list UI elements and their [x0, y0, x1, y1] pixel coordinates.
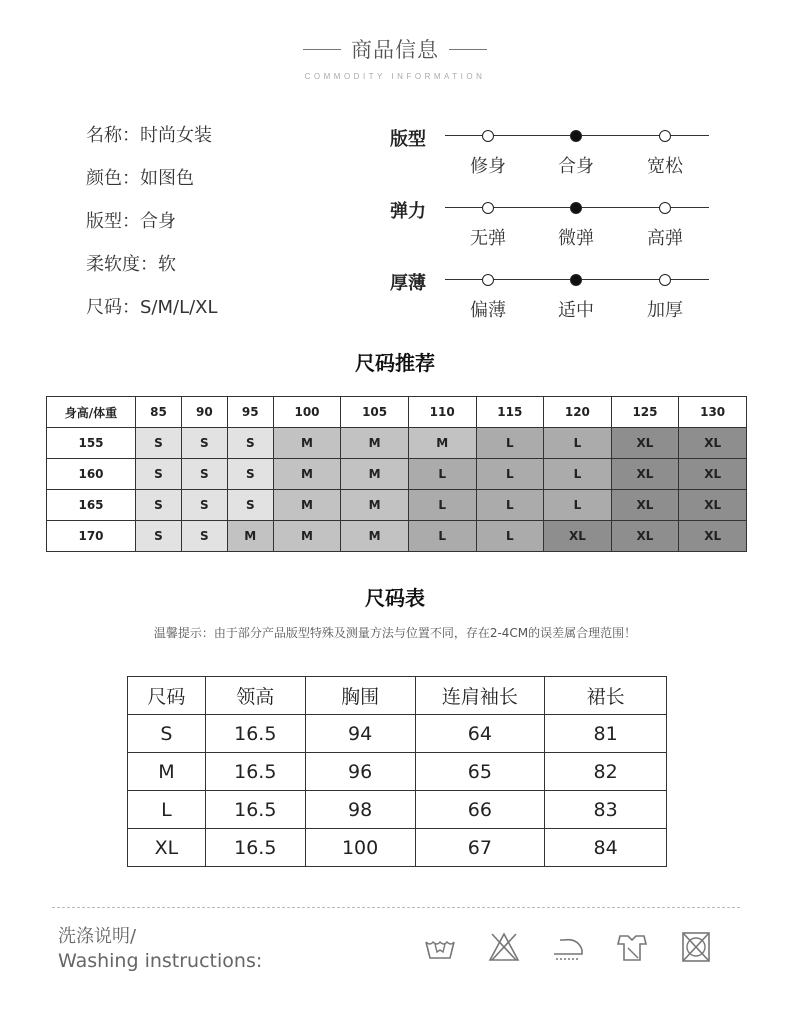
- table-cell: M: [341, 428, 409, 459]
- table-header-cell: 胸围: [305, 677, 415, 715]
- table-row: [128, 753, 667, 791]
- info-sizes: 尺码：S/M/L/XL: [86, 297, 218, 318]
- table-row: [128, 829, 667, 867]
- scale-0: [390, 122, 720, 194]
- table-cell: 170: [47, 521, 136, 552]
- table-row: [47, 459, 747, 490]
- washing-title-cn: 洗涤说明/: [58, 926, 137, 947]
- table-cell: 98: [305, 791, 415, 829]
- scale-label: 厚薄: [390, 273, 426, 294]
- scale-option: 宽松: [647, 156, 683, 177]
- table-header-cell: 130: [679, 397, 747, 428]
- table-cell: 155: [47, 428, 136, 459]
- table-cell: M: [273, 428, 341, 459]
- scale-option: 偏薄: [470, 300, 506, 321]
- table-cell: 83: [545, 791, 667, 829]
- table-cell: M: [273, 521, 341, 552]
- table-cell: 16.5: [205, 753, 305, 791]
- table-cell: M: [128, 753, 206, 791]
- table-cell: 16.5: [205, 829, 305, 867]
- table-cell: S: [128, 715, 206, 753]
- scale-option: 适中: [558, 300, 594, 321]
- scale-option: 合身: [558, 156, 594, 177]
- table-cell: XL: [611, 521, 679, 552]
- table-cell: L: [544, 428, 612, 459]
- table-header-cell: 125: [611, 397, 679, 428]
- info-softness: 柔软度：软: [86, 254, 176, 275]
- table-header-cell: 105: [341, 397, 409, 428]
- table-cell: 165: [47, 490, 136, 521]
- table-cell: 84: [545, 829, 667, 867]
- scale-dot-selected: [570, 274, 582, 286]
- table-cell: XL: [679, 459, 747, 490]
- wash-icons: [420, 930, 716, 964]
- washing-title: [58, 922, 262, 972]
- table-header-cell: 领高: [205, 677, 305, 715]
- no-bleach-icon: [484, 930, 524, 964]
- table-header-cell: 85: [136, 397, 182, 428]
- table-row: [128, 715, 667, 753]
- scale-dot: [482, 202, 494, 214]
- table-cell: S: [136, 459, 182, 490]
- table-cell: L: [408, 459, 476, 490]
- table-cell: 66: [415, 791, 545, 829]
- table-header-cell: 连肩袖长: [415, 677, 545, 715]
- attribute-scales: [390, 122, 720, 338]
- table-cell: 64: [415, 715, 545, 753]
- table-cell: M: [408, 428, 476, 459]
- table-cell: 94: [305, 715, 415, 753]
- size-recommend-table: [46, 396, 747, 552]
- table-cell: 16.5: [205, 791, 305, 829]
- scale-dot: [659, 274, 671, 286]
- table-cell: M: [341, 521, 409, 552]
- table-cell: 67: [415, 829, 545, 867]
- scale-label: 弹力: [390, 201, 426, 222]
- no-tumble-dry-icon: [676, 930, 716, 964]
- table-cell: S: [181, 459, 227, 490]
- table-cell: L: [408, 521, 476, 552]
- table-cell: 16.5: [205, 715, 305, 753]
- table-header-cell: 115: [476, 397, 544, 428]
- scale-dot-selected: [570, 202, 582, 214]
- table-cell: XL: [611, 490, 679, 521]
- table-cell: S: [136, 428, 182, 459]
- table-cell: L: [128, 791, 206, 829]
- section-header: [0, 34, 790, 81]
- table-header-cell: 110: [408, 397, 476, 428]
- size-tip: 温馨提示：由于部分产品版型特殊及测量方法与位置不同，存在2-4CM的误差属合理范围！: [153, 626, 637, 640]
- table-header-cell: 裙长: [545, 677, 667, 715]
- info-name: 名称：时尚女装: [86, 125, 212, 146]
- info-fit: 版型：合身: [86, 211, 176, 232]
- table-cell: 160: [47, 459, 136, 490]
- wash-divider: [52, 907, 740, 908]
- table-header-cell: 身高/体重: [47, 397, 136, 428]
- scale-dot: [482, 130, 494, 142]
- scale-2: [390, 266, 720, 338]
- info-color: 颜色：如图色: [86, 168, 194, 189]
- table-cell: L: [476, 459, 544, 490]
- table-cell: XL: [611, 428, 679, 459]
- table-header-cell: 90: [181, 397, 227, 428]
- table-cell: 96: [305, 753, 415, 791]
- table-cell: XL: [679, 490, 747, 521]
- scale-option: 高弹: [647, 228, 683, 249]
- size-table-title: 尺码表: [365, 586, 425, 610]
- table-cell: 100: [305, 829, 415, 867]
- table-row: [47, 490, 747, 521]
- table-row: [47, 428, 747, 459]
- table-cell: 81: [545, 715, 667, 753]
- table-cell: S: [136, 490, 182, 521]
- table-cell: S: [181, 428, 227, 459]
- table-cell: XL: [679, 428, 747, 459]
- table-cell: XL: [611, 459, 679, 490]
- scale-option: 微弹: [558, 228, 594, 249]
- header-subtitle: COMMODITY INFORMATION: [304, 72, 486, 81]
- table-cell: 65: [415, 753, 545, 791]
- table-header-cell: 100: [273, 397, 341, 428]
- scale-option: 加厚: [647, 300, 683, 321]
- table-row: [47, 521, 747, 552]
- table-row: [128, 791, 667, 829]
- table-header-cell: 尺码: [128, 677, 206, 715]
- scale-dot: [659, 130, 671, 142]
- table-cell: M: [273, 459, 341, 490]
- recommend-title: 尺码推荐: [355, 351, 435, 375]
- hang-dry-icon: [612, 930, 652, 964]
- scale-label: 版型: [390, 129, 426, 150]
- product-info-list: [86, 122, 218, 337]
- scale-option: 无弹: [470, 228, 506, 249]
- table-cell: S: [227, 428, 273, 459]
- header-title: 商品信息: [351, 38, 439, 62]
- table-cell: M: [341, 459, 409, 490]
- table-cell: XL: [128, 829, 206, 867]
- washing-title-en: Washing instructions:: [58, 950, 263, 972]
- table-cell: XL: [544, 521, 612, 552]
- table-cell: S: [181, 490, 227, 521]
- table-cell: 82: [545, 753, 667, 791]
- scale-dot: [659, 202, 671, 214]
- header-line-left: [303, 49, 341, 50]
- table-cell: L: [476, 521, 544, 552]
- scale-dot-selected: [570, 130, 582, 142]
- table-cell: XL: [679, 521, 747, 552]
- table-cell: L: [476, 428, 544, 459]
- hand-wash-icon: [420, 930, 460, 964]
- low-iron-icon: [548, 930, 588, 964]
- table-cell: L: [476, 490, 544, 521]
- table-cell: L: [544, 490, 612, 521]
- table-header-cell: 120: [544, 397, 612, 428]
- table-cell: S: [181, 521, 227, 552]
- table-header-cell: 95: [227, 397, 273, 428]
- table-cell: M: [273, 490, 341, 521]
- scale-dot: [482, 274, 494, 286]
- header-title-wrap: [303, 34, 487, 64]
- scale-1: [390, 194, 720, 266]
- header-line-right: [449, 49, 487, 50]
- table-cell: L: [544, 459, 612, 490]
- table-cell: S: [227, 459, 273, 490]
- table-cell: S: [227, 490, 273, 521]
- table-header-row: [47, 397, 747, 428]
- table-cell: S: [136, 521, 182, 552]
- scale-option: 修身: [470, 156, 506, 177]
- table-header-row: [128, 677, 667, 715]
- table-cell: M: [341, 490, 409, 521]
- table-cell: L: [408, 490, 476, 521]
- size-chart-table: [127, 676, 667, 867]
- table-cell: M: [227, 521, 273, 552]
